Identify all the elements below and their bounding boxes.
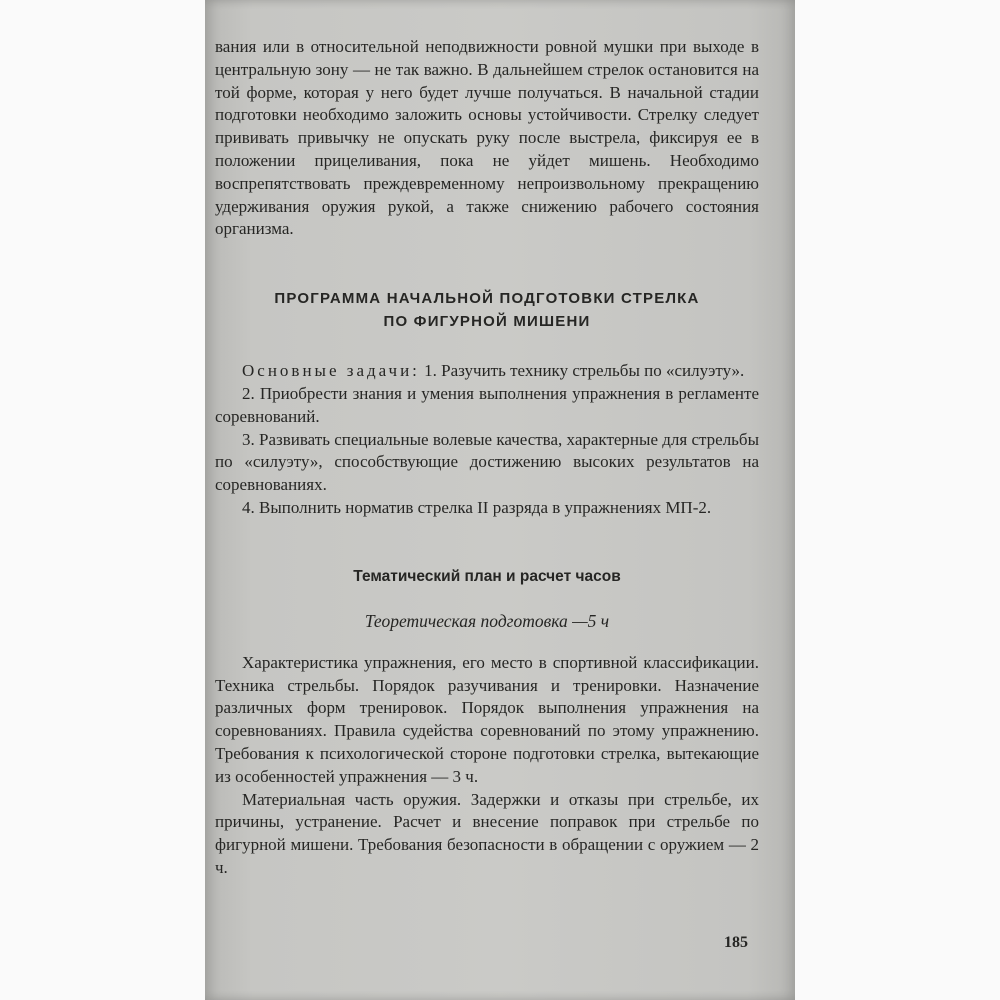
tasks-label: Основные задачи: (242, 361, 420, 381)
task-1-text: 1. Разучить технику стрельбы по «силуэту». (424, 361, 745, 381)
task-2: 2. Приобрести знания и умения выполнения упражнения в регламенте соревнований. (215, 383, 759, 426)
page-number: 185 (724, 934, 748, 951)
theory-paragraph-2: Материальная часть оружия. Задержки и отказы при стрельбе, их причины, устранение. Расчет и внесение поправок при стрельбе по фигурной мишени. Требования безопасности в обращении с оружием — 2 ч. (215, 789, 759, 877)
task-3: 3. Развивать специальные волевые качества, характерные для стрельбы по «силуэту», способствующие достижению высоких результатов на соревнованиях. (215, 429, 759, 495)
page-text (215, 36, 759, 880)
theory-heading: Теоретическая подготовка —5 ч (364, 610, 610, 631)
program-heading-line1: ПРОГРАММА НАЧАЛЬНОЙ ПОДГОТОВКИ СТРЕЛКА (274, 290, 700, 308)
program-heading-line2: ПО ФИГУРНОЙ МИШЕНИ (383, 313, 591, 331)
task-4: 4. Выполнить норматив стрелка II разряда в упражнениях МП-2. (242, 497, 712, 517)
task-1 (215, 360, 759, 383)
theory-paragraph-1: Характеристика упражнения, его место в спортивной классификации. Техника стрельбы. Порядок разучивания и тренировки. Назначение различных форм тренировок. Порядок выполнения упражнения на соревнованиях. Правила судейства соревнований по этому упражнению. Требования к психологической стороне подготовки стрелка, вытекающие из особенностей упражнения — 3 ч. (215, 652, 759, 786)
book-page (205, 0, 795, 1000)
plan-heading: Тематический план и расчет часов (353, 567, 621, 585)
paragraph-stability: вания или в относительной неподвижности ровной мушки при выходе в центральную зону — не так важно. В дальнейшем стрелок остановится на той форме, которая у него будет лучше получаться. В начальной стадии подготовки необходимо заложить основы устойчивости. Стрелку следует прививать привычку не опускать руку после выстрела, фиксируя ее в положении прицеливания, пока не уйдет мишень. Необходимо воспрепятствовать преждевременному непроизвольному прекращению удерживания оружия рукой, а также снижению рабочего состояния организма. (215, 37, 759, 239)
